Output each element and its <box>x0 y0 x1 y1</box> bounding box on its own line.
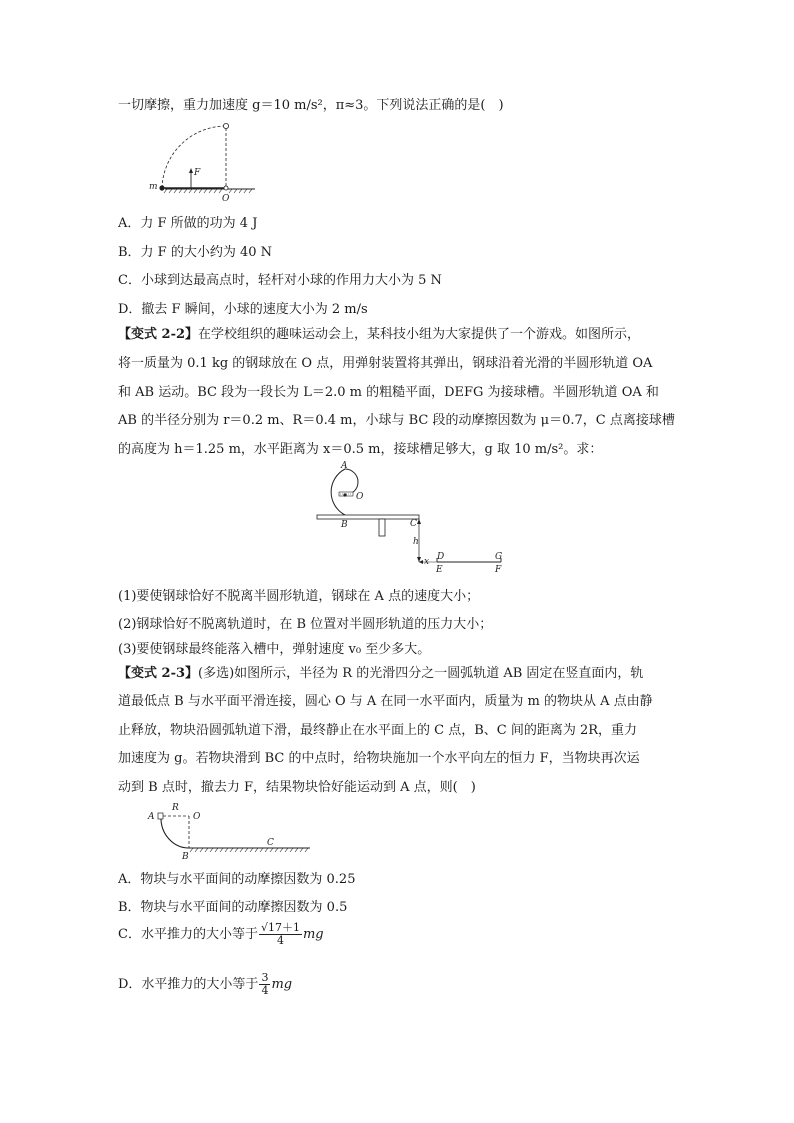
q2-line-3: 和 AB 运动。BC 段为一段长为 L＝2.0 m 的粗糙平面，DEFG 为接球槽。半圆形轨道 OA 和 <box>118 385 659 400</box>
q3-line-3: 止释放，物块沿圆弧轨道下滑，最终静止在水平面上的 C 点，B、C 间的距离为 2R，重力 <box>118 723 638 738</box>
q3-line-1: (多选)如图所示，半径为 R 的光滑四分之一圆弧轨道 AB 固定在竖直面内，轨 <box>198 666 644 681</box>
q1-figure <box>145 122 245 202</box>
q3-fig-label-A: A <box>148 812 155 822</box>
q3-option-c-suffix: mg <box>302 927 324 942</box>
q1-fig-label-F: F <box>194 168 201 178</box>
q2-line-2: 将一质量为 0.1 kg 的钢球放在 O 点，用弹射装置将其弹出，钢球沿着光滑的半圆形轨道 OA <box>118 356 653 371</box>
q3-option-c-prefix: C．水平推力的大小等于 <box>118 927 258 942</box>
q1-fig-label-m: m <box>149 182 158 192</box>
q2-first-line <box>118 327 640 343</box>
q2-line-5: 的高度为 h＝1.25 m，水平距离为 x＝0.5 m，接球槽足够大，g 取 10 m/s²。求： <box>118 442 603 457</box>
q2-fig-label-h: h <box>413 537 419 547</box>
q3-fig-label-B: B <box>182 852 189 862</box>
q2-sub-1: (1)要使钢球恰好不脱离半圆形轨道，钢球在 A 点的速度大小； <box>118 589 480 604</box>
q3-line-5: 动到 B 点时，撤去力 F，结果物块恰好能运动到 A 点，则( ) <box>118 780 476 795</box>
q3-option-d-suffix: mg <box>271 977 293 992</box>
q3-line-2: 道最低点 B 与水平面平滑连接，圆心 O 与 A 在同一水平面内，质量为 m 的物块从 A 点由静 <box>118 694 653 709</box>
q2-line-1: 在学校组织的趣味运动会上，某科技小组为大家提供了一个游戏。如图所示， <box>198 327 641 342</box>
q1-option-b: B．力 F 的大小约为 40 N <box>118 245 273 260</box>
q2-line-4: AB 的半径分别为 r＝0.2 m、R＝0.4 m，小球与 BC 段的动摩擦因数为 μ＝0.7，C 点离接球槽 <box>118 413 675 428</box>
q1-stem-line: 一切摩擦，重力加速度 g＝10 m/s²，π≈3。下列说法正确的是( ) <box>118 98 504 113</box>
q3-fig-label-R: R <box>172 803 179 813</box>
q3-option-d-fraction <box>259 972 270 997</box>
q3-option-c-denominator: 4 <box>276 934 284 947</box>
q2-fig-label-C: C <box>410 519 417 529</box>
q2-fig-label-D: D <box>437 552 445 562</box>
q2-sub-2: (2)钢球恰好不脱离轨道时，在 B 位置对半圆形轨道的压力大小； <box>118 617 493 632</box>
q3-option-d-prefix: D．水平推力的大小等于 <box>118 977 259 992</box>
q3-first-line <box>118 666 643 682</box>
q3-figure <box>145 800 325 862</box>
q3-option-d-denominator: 4 <box>261 984 269 997</box>
q3-fig-label-C: C <box>267 838 274 848</box>
q3-option-d <box>118 972 292 998</box>
q2-fig-label-F: F <box>495 565 502 575</box>
q1-option-d: D．撤去 F 瞬间，小球的速度大小为 2 m/s <box>118 302 368 317</box>
q3-line-4: 加速度为 g。若物块滑到 BC 的中点时，给物块施加一个水平向左的恒力 F，当物块再次运 <box>118 751 640 766</box>
q3-fig-label-O: O <box>193 812 201 822</box>
q2-fig-label-B: B <box>341 520 348 530</box>
q3-option-c-fraction <box>259 922 302 947</box>
q2-fig-label-E: E <box>436 565 443 575</box>
q3-option-a: A．物块与水平面间的动摩擦因数为 0.25 <box>118 872 356 887</box>
q3-option-c-numerator: √17＋1 <box>260 921 300 934</box>
q1-fig-label-O: O <box>222 194 230 204</box>
q2-fig-label-x: x <box>424 557 430 567</box>
q2-sub-3: (3)要使钢球最终能落入槽中，弹射速度 v₀ 至少多大。 <box>118 642 431 657</box>
q2-fig-label-O: O <box>356 492 364 502</box>
q1-option-c: C．小球到达最高点时，轻杆对小球的作用力大小为 5 N <box>118 273 442 288</box>
q2-figure <box>315 458 515 576</box>
q2-fig-label-A: A <box>341 461 348 471</box>
q3-tag: 【变式 2-3】 <box>118 666 199 681</box>
q3-option-c <box>118 922 324 948</box>
q3-option-b: B．物块与水平面间的动摩擦因数为 0.5 <box>118 900 348 915</box>
q2-fig-label-G: G <box>495 552 503 562</box>
q3-option-d-numerator: 3 <box>261 971 269 984</box>
q1-option-a: A．力 F 所做的功为 4 J <box>118 216 258 231</box>
q2-tag: 【变式 2-2】 <box>118 327 199 342</box>
